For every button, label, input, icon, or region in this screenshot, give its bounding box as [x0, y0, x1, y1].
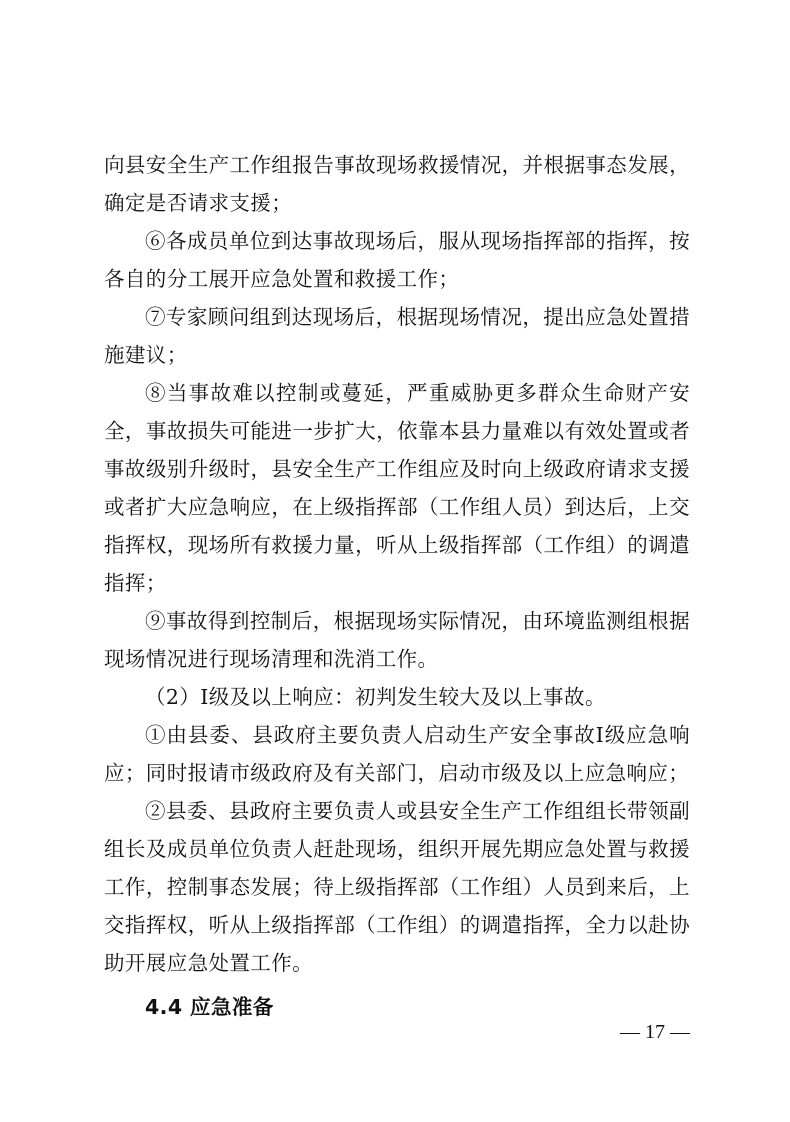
paragraph-continuation: 向县安全生产工作组报告事故现场救援情况，并根据事态发展，确定是否请求支援； [104, 153, 690, 215]
paragraph-item-9: ⑨事故得到控制后，根据现场实际情况，由环境监测组根据现场情况进行现场清理和洗消工作。 [104, 609, 690, 671]
paragraph-item-6: ⑥各成员单位到达事故现场后，服从现场指挥部的指挥，按各自的分工展开应急处置和救援工作； [104, 229, 690, 291]
document-body [104, 146, 690, 1026]
paragraph-item-2: ②县委、县政府主要负责人或县安全生产工作组组长带领副组长及成员单位负责人赶赴现场，组织开展先期应急处置与救援工作，控制事态发展；待上级指挥部（工作组）人员到来后，上交指挥权，听从上级指挥部（工作组）的调遣指挥，全力以赴协助开展应急处置工作。 [104, 799, 690, 975]
paragraph-item-7: ⑦专家顾问组到达现场后，根据现场情况，提出应急处置措施建议； [104, 305, 690, 367]
page-number: — 17 — [620, 1021, 690, 1043]
section-heading: 4.4 应急准备 [145, 995, 274, 1019]
paragraph-level-1-response: （2）Ⅰ级及以上响应：初判发生较大及以上事故。 [145, 685, 606, 709]
paragraph-item-1: ①由县委、县政府主要负责人启动生产安全事故Ⅰ级应急响应；同时报请市级政府及有关部门，启动市级及以上应急响应； [104, 723, 690, 785]
paragraph-item-8: ⑧当事故难以控制或蔓延，严重威胁更多群众生命财产安全，事故损失可能进一步扩大，依靠本县力量难以有效处置或者事故级别升级时，县安全生产工作组应及时向上级政府请求支援或者扩大应急响应，在上级指挥部（工作组人员）到达后，上交指挥权，现场所有救援力量，听从上级指挥部（工作组）的调遣指挥； [104, 381, 690, 595]
